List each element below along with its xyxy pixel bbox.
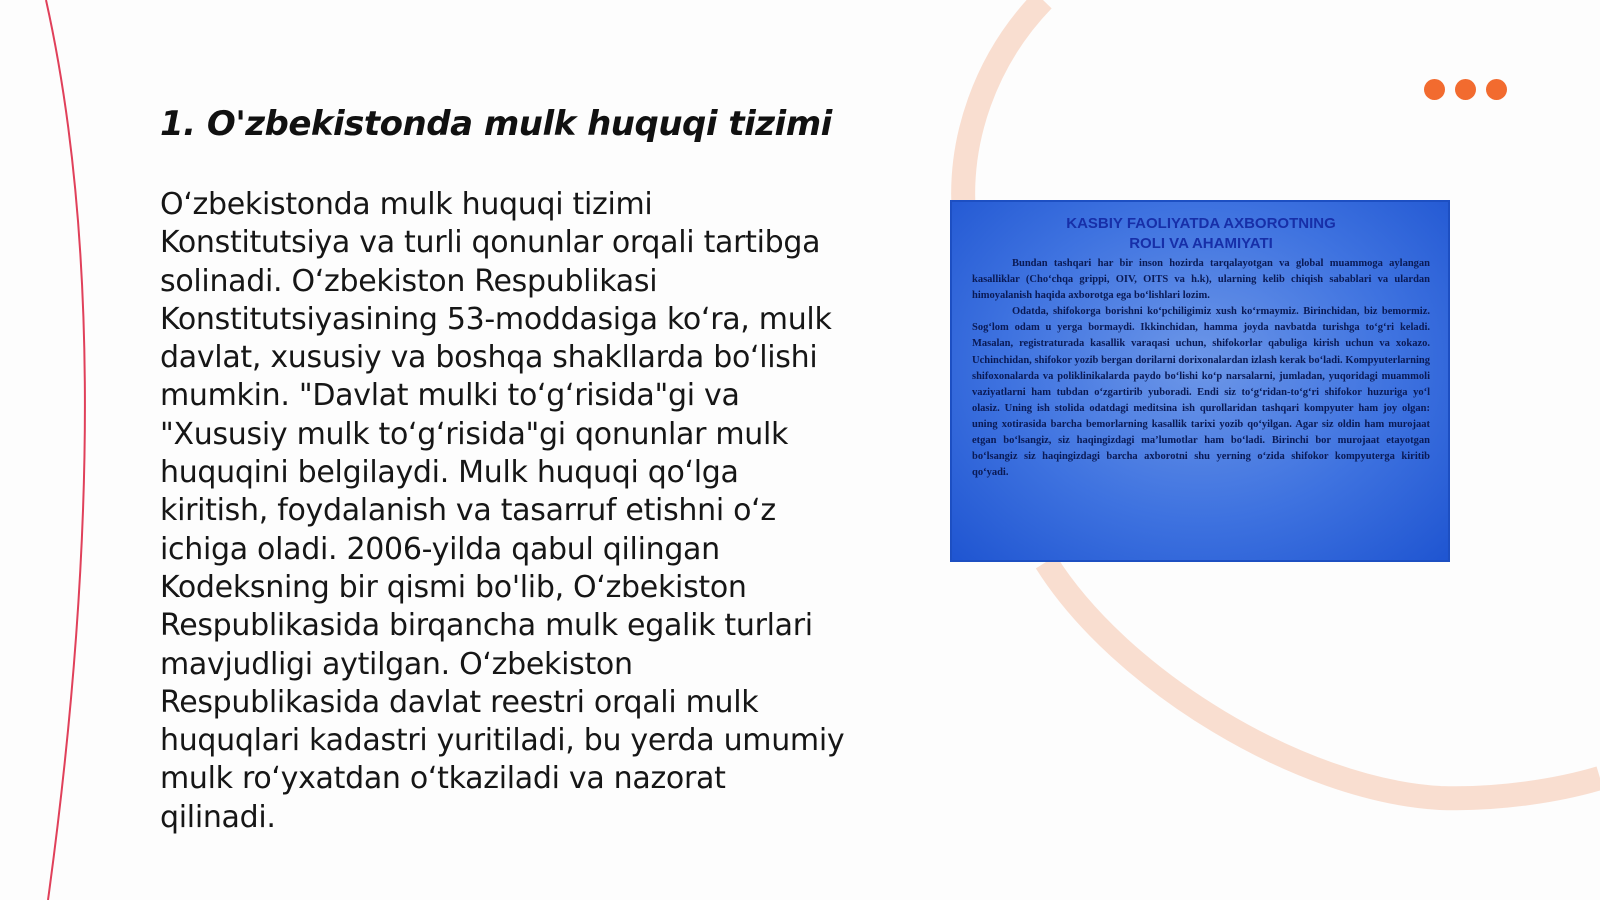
document-image-paragraph: Odatda, shifokorga borishni ko‘pchiligimiz xush ko‘rmaymiz. Birinchidan, biz bemormiz. Sog‘lom odam u yerga bormaydi. Ikkinchidan, hamma joyda navbatda turishga to‘g‘ri keladi. Masalan, registraturada kasallik varaqasi uchun, shifokorlar qabuliga kirish uchun va xokazo. Uchinchidan, shifokor yozib bergan dorilarni dorixonalardan izlash kerak bo‘ladi. Kompyuterlarning shifoxonalarda va poliklinikalarda paydo bo‘lishi ko‘p narsalarni, jumladan, yuqoridagi muammoli vaziyatlarni ham tubdan o‘zgartirib yuboradi. Endi siz to‘g‘ridan-to‘g‘ri shifokor huzuriga yo‘l olasiz. Uning ish stolida odatdagi meditsina ish qurollaridan tashqari kompyuter ham joy olgan: uning xotirasida barcha bemorlarning kasallik tarixi yozib qo‘yilgan. Agar siz oldin ham murojaat etgan bo‘lsangiz, siz haqingizdagi ma’lumotlar ham bo‘ladi. Birinchi bor murojaat etayotgan bo‘lsangiz siz haqingizdagi barcha axborotni shu yerning o‘zida shifokor kompyuterga kiritib qo‘yadi. <box>972 306 1430 479</box>
document-image <box>950 200 1450 562</box>
dot-icon <box>1486 79 1507 100</box>
dot-icon <box>1455 79 1476 100</box>
slide-title: 1. O'zbekistonda mulk huquqi tizimi <box>160 104 832 144</box>
menu-dots-icon <box>1424 79 1507 100</box>
document-image-paragraph: Bundan tashqari har bir inson hozirda tarqalayotgan va global muammoga aylangan kasalliklar (Cho‘chqa grippi, OIV, OITS va h.k), ularning kelib chiqish sabablari va ulardan himoyalanish haqida axborotga ega bo‘lishlari lozim. <box>972 258 1430 302</box>
document-image-heading-line2: ROLI VA AHAMIYATI <box>1129 235 1273 252</box>
document-image-heading-line1: KASBIY FAOLIYATDA AXBOROTNING <box>1066 215 1336 232</box>
decorative-left-curve <box>46 0 85 900</box>
document-image-heading <box>972 214 1430 254</box>
dot-icon <box>1424 79 1445 100</box>
slide-body-text: O‘zbekistonda mulk huquqi tizimi Konstitutsiya va turli qonunlar orqali tartibga solinadi. O‘zbekiston Respublikasi Konstitutsiyasining 53-moddasiga ko‘ra, mulk davlat, xususiy va boshqa shakllarda bo‘lishi mumkin. "Davlat mulki to‘g‘risida"gi va "Xususiy mulk to‘g‘risida"gi qonunlar mulk huquqini belgilaydi. Mulk huquqi qo‘lga kiritish, foydalanish va tasarruf etishni o‘z ichiga oladi. 2006-yilda qabul qilingan Kodeksning bir qismi bo'lib, O‘zbekiston Respublikasida birqancha mulk egalik turlari mavjudligi aytilgan. O‘zbekiston Respublikasida davlat reestri orqali mulk huquqlari kadastri yuritiladi, bu yerda umumiy mulk ro‘yxatdan o‘tkaziladi va nazorat qilinadi. <box>160 187 845 835</box>
